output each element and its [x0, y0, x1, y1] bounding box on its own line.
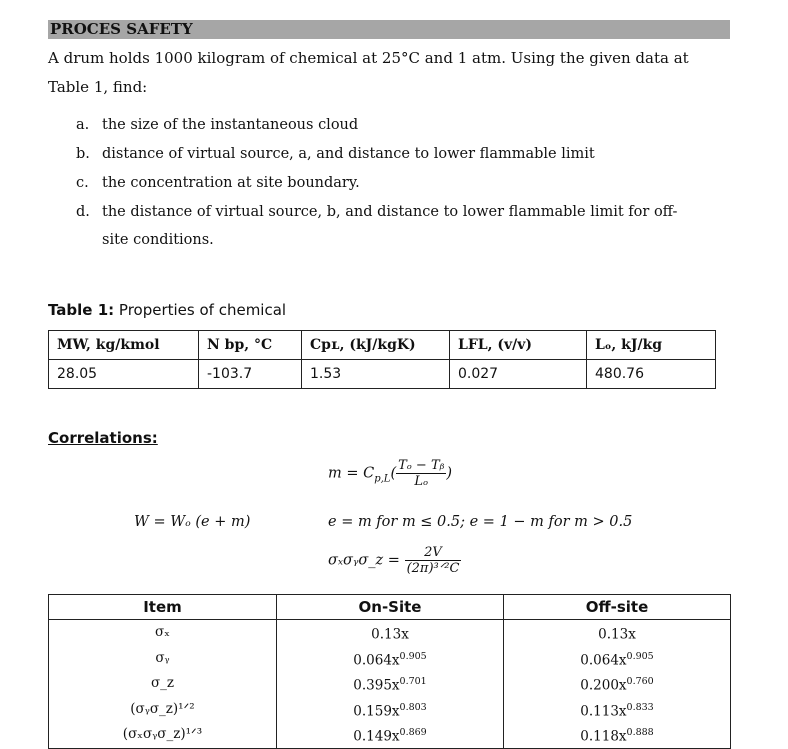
- properties-table: [48, 330, 716, 389]
- equation-e: e = m for m ≤ 0.5; e = 1 − m for m > 0.5: [328, 514, 633, 530]
- on-site-base: 0.395x: [353, 677, 400, 694]
- on-site-base: 0.13x: [371, 626, 409, 643]
- item-cell: (σᵧσ_z)¹ᐟ²: [130, 700, 195, 717]
- on-site-cell: [277, 697, 504, 723]
- on-site-exponent: 0.905: [399, 650, 427, 662]
- question-label: b.: [76, 146, 90, 162]
- table-header-row: [49, 595, 731, 620]
- header-on-site: On-Site: [277, 595, 504, 620]
- on-site-base: 0.159x: [353, 703, 400, 719]
- header-nbp: N bp, °C: [199, 331, 302, 360]
- question-text: the size of the instantaneous cloud: [102, 117, 359, 133]
- off-site-cell: [504, 697, 731, 723]
- table1-caption-text: Properties of chemical: [114, 301, 287, 319]
- question-label: a.: [76, 117, 90, 133]
- value-lo: 480.76: [587, 360, 716, 389]
- header-off-site: Off-site: [504, 595, 731, 620]
- item-cell: σ_z: [150, 675, 175, 692]
- item-cell: σᵧ: [155, 649, 170, 666]
- off-site-cell: [504, 620, 731, 646]
- header-lfl: LFL, (v/v): [450, 331, 587, 360]
- off-site-base: 0.118x: [580, 728, 627, 745]
- question-text: distance of virtual source, a, and distance to lower flammable limit: [102, 146, 595, 162]
- on-site-exponent: 0.803: [399, 701, 427, 713]
- on-site-cell: [277, 722, 504, 748]
- equation-sigma-lhs: σₓσᵧσ_z =: [328, 552, 400, 569]
- equation-m-lhs: m = C: [328, 465, 375, 482]
- equation-sigma-denominator: (2π)³ᐟ²C: [406, 561, 460, 576]
- question-a: [76, 116, 736, 136]
- table-row: [49, 360, 716, 389]
- table-row: [49, 697, 731, 723]
- question-b: [76, 145, 736, 165]
- question-text: the distance of virtual source, b, and distance to lower flammable limit for off-: [102, 204, 678, 220]
- dispersion-coefficients-table: [48, 594, 731, 749]
- equation-sigma-numerator: 2V: [405, 545, 462, 561]
- off-site-exponent: 0.905: [626, 650, 654, 662]
- value-mw: 28.05: [49, 360, 199, 389]
- correlations-heading: Correlations:: [48, 429, 158, 447]
- equation-m-subscript: p,L: [374, 473, 391, 485]
- equation-m: $m = C_{p,L}$( $\frac{\text{Tₒ − Tᵦ}}{\text{Lₒ}}$ ): [328, 458, 453, 489]
- header-item: Item: [49, 595, 277, 620]
- header-lo: Lₒ, kJ/kg: [587, 331, 716, 360]
- equation-m-denominator: Lₒ: [414, 474, 429, 489]
- off-site-exponent: 0.888: [626, 727, 654, 738]
- on-site-cell: [277, 646, 504, 672]
- table1-caption-label: Table 1:: [48, 301, 115, 319]
- table-row: [49, 646, 731, 672]
- table-header-row: [49, 331, 716, 360]
- off-site-base: 0.064x: [580, 652, 627, 668]
- question-label: c.: [76, 175, 89, 191]
- on-site-exponent: 0.701: [399, 676, 427, 687]
- question-text-continued: site conditions.: [102, 232, 214, 248]
- value-lfl: 0.027: [450, 360, 587, 389]
- equation-m-numerator: Tₒ − Tᵦ: [398, 458, 445, 473]
- off-site-base: 0.13x: [598, 626, 636, 643]
- value-nbp: -103.7: [199, 360, 302, 389]
- item-cell: (σₓσᵧσ_z)¹ᐟ³: [122, 726, 203, 743]
- table-row: [49, 620, 731, 646]
- equation-sigma: [328, 545, 461, 576]
- intro-line-2: Table 1, find:: [48, 78, 148, 96]
- question-c: [76, 174, 736, 194]
- question-text: the concentration at site boundary.: [102, 175, 360, 191]
- off-site-cell: [504, 722, 731, 748]
- on-site-cell: [277, 620, 504, 646]
- off-site-base: 0.113x: [580, 703, 627, 719]
- table-row: [49, 722, 731, 748]
- on-site-exponent: 0.869: [399, 727, 427, 738]
- off-site-exponent: 0.760: [626, 676, 654, 687]
- on-site-base: 0.149x: [353, 728, 400, 745]
- question-d: [76, 203, 736, 249]
- equation-w: W = Wₒ (e + m): [134, 514, 251, 530]
- value-cpl: 1.53: [302, 360, 450, 389]
- off-site-cell: [504, 671, 731, 697]
- question-label: d.: [76, 204, 90, 220]
- page-title: PROCES SAFETY: [50, 20, 193, 38]
- header-mw: MW, kg/kmol: [49, 331, 199, 360]
- header-cpl: Cpʟ, (kJ/kgK): [302, 331, 450, 360]
- intro-line-1: A drum holds 1000 kilogram of chemical at 25°C and 1 atm. Using the given data at: [48, 49, 689, 67]
- off-site-base: 0.200x: [580, 677, 627, 694]
- off-site-cell: [504, 646, 731, 672]
- item-cell: σₓ: [155, 624, 170, 641]
- table1-caption: [48, 301, 286, 319]
- off-site-exponent: 0.833: [626, 701, 654, 713]
- table-row: [49, 671, 731, 697]
- on-site-cell: [277, 671, 504, 697]
- on-site-base: 0.064x: [353, 652, 400, 668]
